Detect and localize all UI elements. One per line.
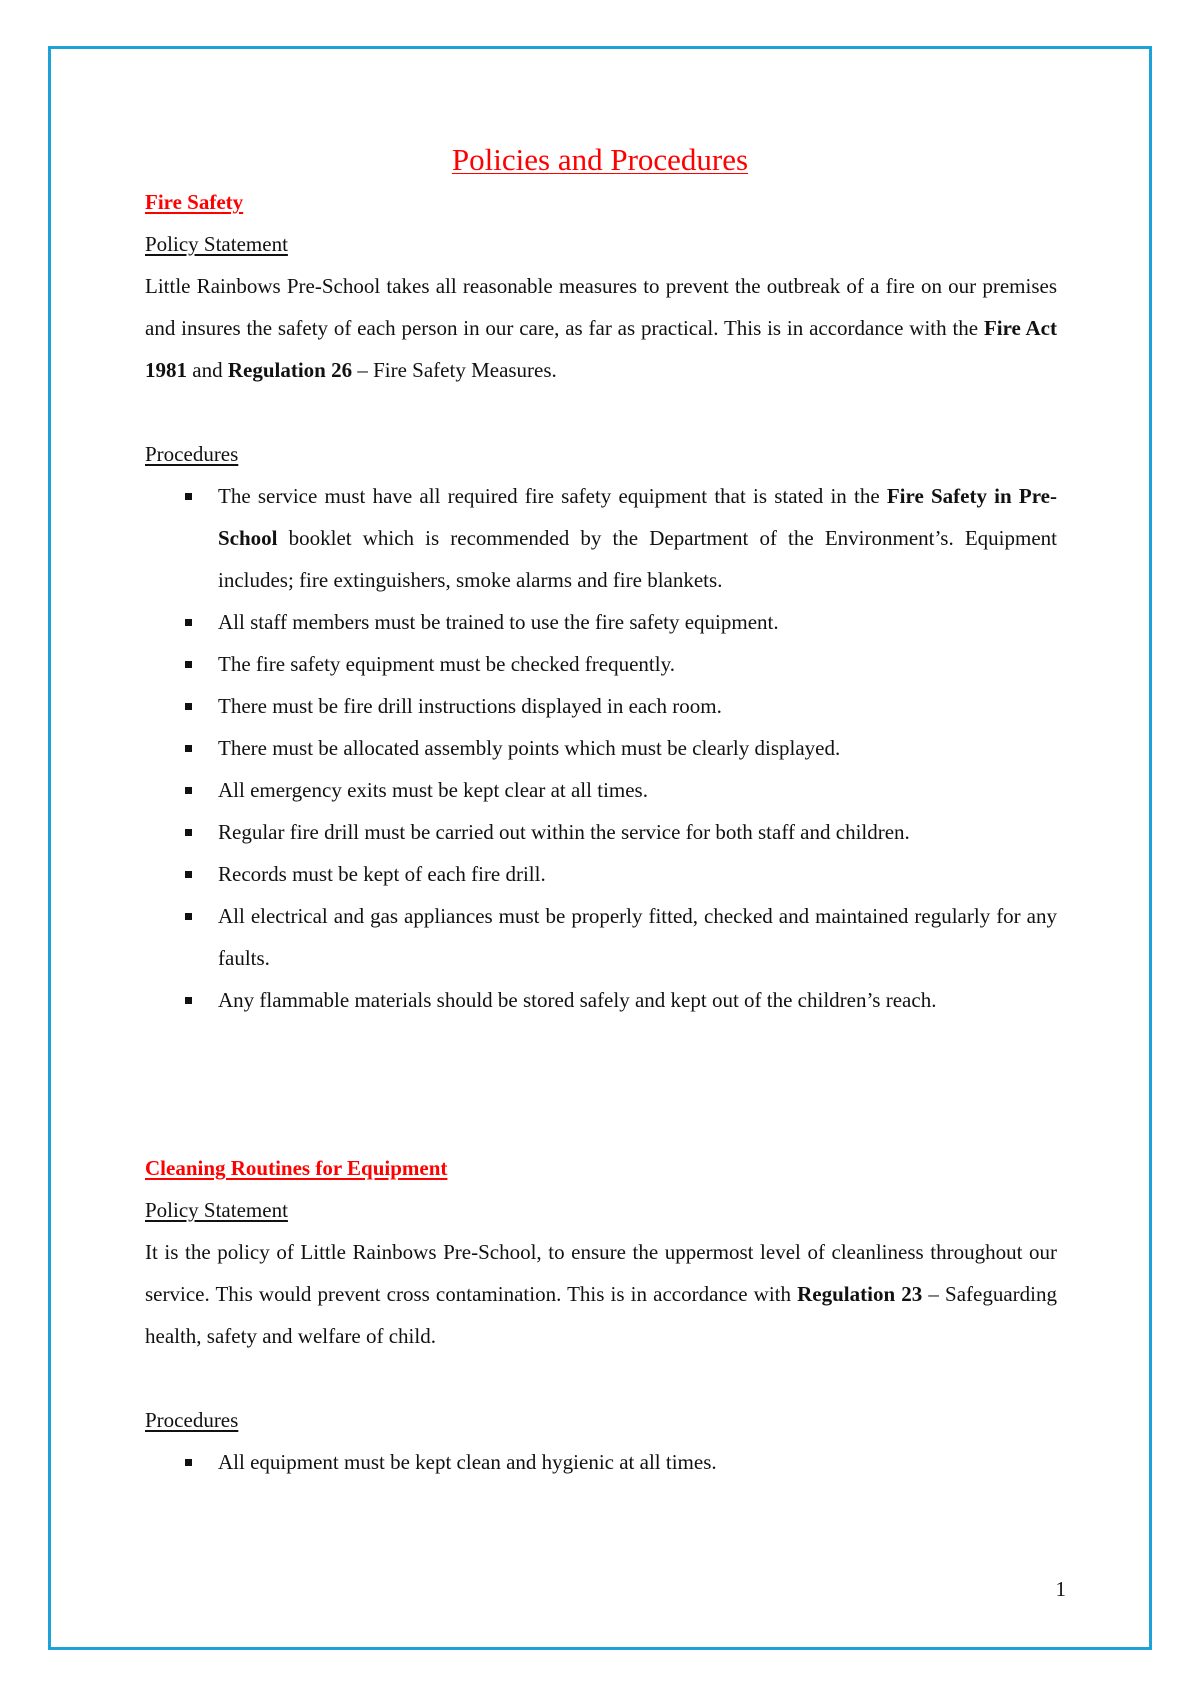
list-item	[145, 811, 1057, 853]
list-item-text: All staff members must be trained to use the fire safety equipment.	[218, 610, 779, 634]
bullet-icon	[185, 997, 192, 1004]
policy-text-part: and	[187, 358, 228, 382]
policy-text-part: – Fire Safety Measures.	[352, 358, 557, 382]
page-title: Policies and Procedures	[451, 142, 749, 177]
list-item	[145, 475, 1057, 601]
regulation-reference: Regulation 26	[227, 358, 353, 382]
bullet-icon	[185, 619, 192, 626]
list-item-text: Any flammable materials should be stored safely and kept out of the children’s reach.	[218, 988, 937, 1012]
list-item-text: All electrical and gas appliances must be properly fitted, checked and maintained regularly for any faults.	[218, 904, 1057, 970]
cleaning-section	[145, 1147, 1057, 1483]
list-item	[145, 769, 1057, 811]
regulation-reference: Regulation 23	[797, 1282, 923, 1306]
cleaning-procedures-label: Procedures	[145, 1408, 239, 1432]
list-item-text: All emergency exits must be kept clear at all times.	[218, 778, 648, 802]
list-item	[145, 853, 1057, 895]
bullet-icon	[185, 661, 192, 668]
bullet-icon	[185, 745, 192, 752]
list-item	[145, 685, 1057, 727]
list-item-text: The service must have all required fire safety equipment that is stated in the	[218, 484, 887, 508]
fire-safety-policy-text	[145, 265, 1057, 391]
policy-text-part: Little Rainbows Pre-School takes all reasonable measures to prevent the outbreak of a fire on our premises and insures the safety of each person in our care, as far as practical. This is in accordance with the	[145, 274, 1057, 340]
cleaning-policy-text	[145, 1231, 1057, 1357]
fire-safety-section	[145, 181, 1057, 1021]
list-item-text: There must be fire drill instructions displayed in each room.	[218, 694, 722, 718]
bullet-icon	[185, 1459, 192, 1466]
list-item-text: All equipment must be kept clean and hygienic at all times.	[218, 1450, 717, 1474]
bullet-icon	[185, 829, 192, 836]
cleaning-procedures-list	[145, 1441, 1057, 1483]
list-item	[145, 1441, 1057, 1483]
list-item-text: booklet which is recommended by the Department of the Environment’s. Equipment includes; fire extinguishers, smoke alarms and fire blankets.	[218, 526, 1057, 592]
page-number: 1	[1055, 1577, 1066, 1601]
list-item	[145, 601, 1057, 643]
list-item-text: Records must be kept of each fire drill.	[218, 862, 546, 886]
list-item	[145, 727, 1057, 769]
bullet-icon	[185, 871, 192, 878]
booklet-title: Fire Safety in Pre-School	[218, 484, 1057, 550]
bullet-icon	[185, 787, 192, 794]
fire-safety-heading: Fire Safety	[145, 190, 244, 214]
cleaning-heading: Cleaning Routines for Equipment	[145, 1156, 448, 1180]
fire-safety-procedures-list	[145, 475, 1057, 1021]
bullet-icon	[185, 493, 192, 500]
list-item	[145, 643, 1057, 685]
policy-text-part: It is the policy of Little Rainbows Pre-School, to ensure the uppermost level of cleanliness throughout our service. This would prevent cross contamination. This is in accordance with	[145, 1240, 1057, 1306]
list-item-text: The fire safety equipment must be checked frequently.	[218, 652, 675, 676]
list-item	[145, 895, 1057, 979]
list-item-text: Regular fire drill must be carried out within the service for both staff and children.	[218, 820, 910, 844]
fire-safety-procedures-label: Procedures	[145, 442, 239, 466]
list-item	[145, 979, 1057, 1021]
fire-act-reference: Fire Act 1981	[145, 316, 1057, 382]
list-item-text: There must be allocated assembly points which must be clearly displayed.	[218, 736, 841, 760]
policy-text-part: – Safeguarding health, safety and welfare of child.	[145, 1282, 1057, 1348]
cleaning-policy-label: Policy Statement	[145, 1198, 288, 1222]
bullet-icon	[185, 703, 192, 710]
bullet-icon	[185, 913, 192, 920]
fire-safety-policy-label: Policy Statement	[145, 232, 288, 256]
